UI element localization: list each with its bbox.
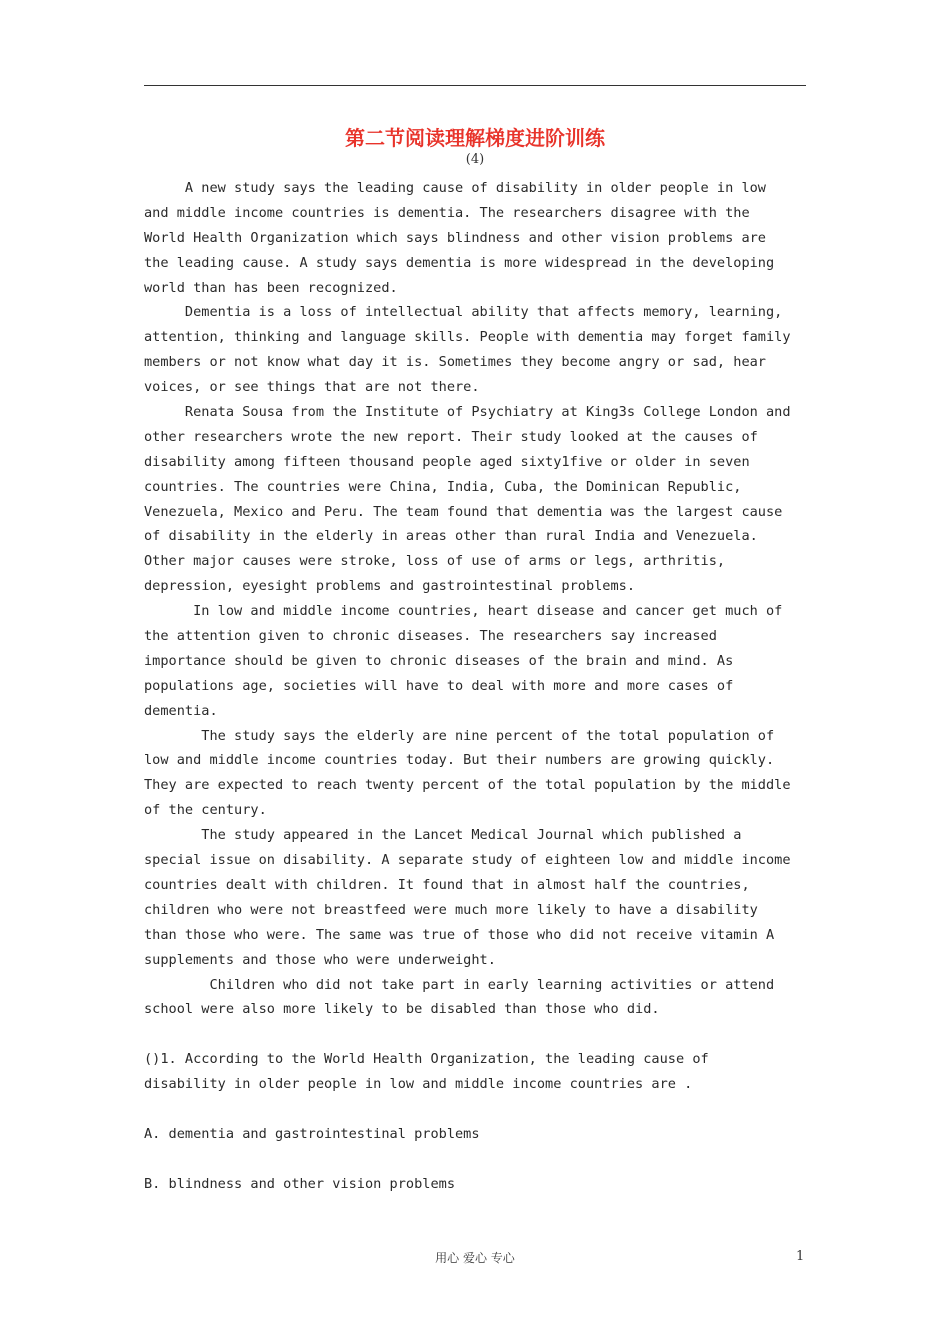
text-line: special issue on disability. A separate study of eighteen low and middle income <box>144 852 791 869</box>
text-line: depression, eyesight problems and gastrointestinal problems. <box>144 578 636 595</box>
text-line: low and middle income countries today. But their numbers are growing quickly. <box>144 752 775 769</box>
text-line: disability among fifteen thousand people aged sixty1five or older in seven <box>144 453 750 470</box>
text-line: children who were not breastfeed were much more likely to have a disability <box>144 901 758 918</box>
text-line: countries. The countries were China, India, Cuba, the Dominican Republic, <box>144 478 742 495</box>
text-line: populations age, societies will have to deal with more and more cases of <box>144 677 734 694</box>
text-line: of the century. <box>144 802 267 819</box>
passage-body <box>144 176 808 1197</box>
text-line: Renata Sousa from the Institute of Psychiatry at King3s College London and <box>144 404 791 421</box>
text-line: World Health Organization which says blindness and other vision problems are <box>144 229 766 246</box>
text-line: disability in older people in low and middle income countries are . <box>144 1076 693 1093</box>
text-line: A new study says the leading cause of disability in older people in low <box>144 180 766 196</box>
text-line: than those who were. The same was true of those who did not receive vitamin A <box>144 926 775 943</box>
text-line <box>144 1022 808 1047</box>
page-subtitle: (4) <box>465 152 485 167</box>
text-line: world than has been recognized. <box>144 279 398 296</box>
text-line: B. blindness and other vision problems <box>144 1175 455 1192</box>
page-number: 1 <box>796 1249 805 1264</box>
header-rule <box>144 85 806 86</box>
text-line: Other major causes were stroke, loss of use of arms or legs, arthritis, <box>144 553 726 570</box>
text-line: dementia. <box>144 702 218 719</box>
text-line: The study appeared in the Lancet Medical Journal which published a <box>144 827 742 844</box>
text-line: ()1. According to the World Health Organization, the leading cause of <box>144 1051 709 1068</box>
footer-motto: 用心 爱心 专心 <box>435 1251 515 1265</box>
text-line: A. dementia and gastrointestinal problems <box>144 1125 480 1142</box>
text-line: Dementia is a loss of intellectual ability that affects memory, learning, <box>144 304 783 321</box>
text-line: voices, or see things that are not there. <box>144 379 480 396</box>
text-line: members or not know what day it is. Sometimes they become angry or sad, hear <box>144 354 766 371</box>
text-line: supplements and those who were underweight. <box>144 951 496 968</box>
text-line: importance should be given to chronic diseases of the brain and mind. As <box>144 652 734 669</box>
text-line: of disability in the elderly in areas other than rural India and Venezuela. <box>144 528 758 545</box>
text-line: The study says the elderly are nine percent of the total population of <box>144 727 775 744</box>
text-line: other researchers wrote the new report. Their study looked at the causes of <box>144 428 758 445</box>
text-line: the attention given to chronic diseases. The researchers say increased <box>144 628 717 645</box>
text-line <box>144 1097 808 1122</box>
text-line: They are expected to reach twenty percent of the total population by the middle <box>144 777 791 794</box>
text-line: Children who did not take part in early learning activities or attend <box>144 976 775 993</box>
page-title: 第二节阅读理解梯度进阶训练 <box>345 126 605 150</box>
text-line: countries dealt with children. It found that in almost half the countries, <box>144 876 750 893</box>
text-line: Venezuela, Mexico and Peru. The team found that dementia was the largest cause <box>144 503 783 520</box>
text-line: attention, thinking and language skills. People with dementia may forget family <box>144 329 791 346</box>
text-line: In low and middle income countries, heart disease and cancer get much of <box>144 603 783 620</box>
text-line: the leading cause. A study says dementia is more widespread in the developing <box>144 254 775 271</box>
text-line: and middle income countries is dementia. The researchers disagree with the <box>144 204 750 221</box>
text-line: school were also more likely to be disabled than those who did. <box>144 1001 660 1018</box>
text-line <box>144 1147 808 1172</box>
